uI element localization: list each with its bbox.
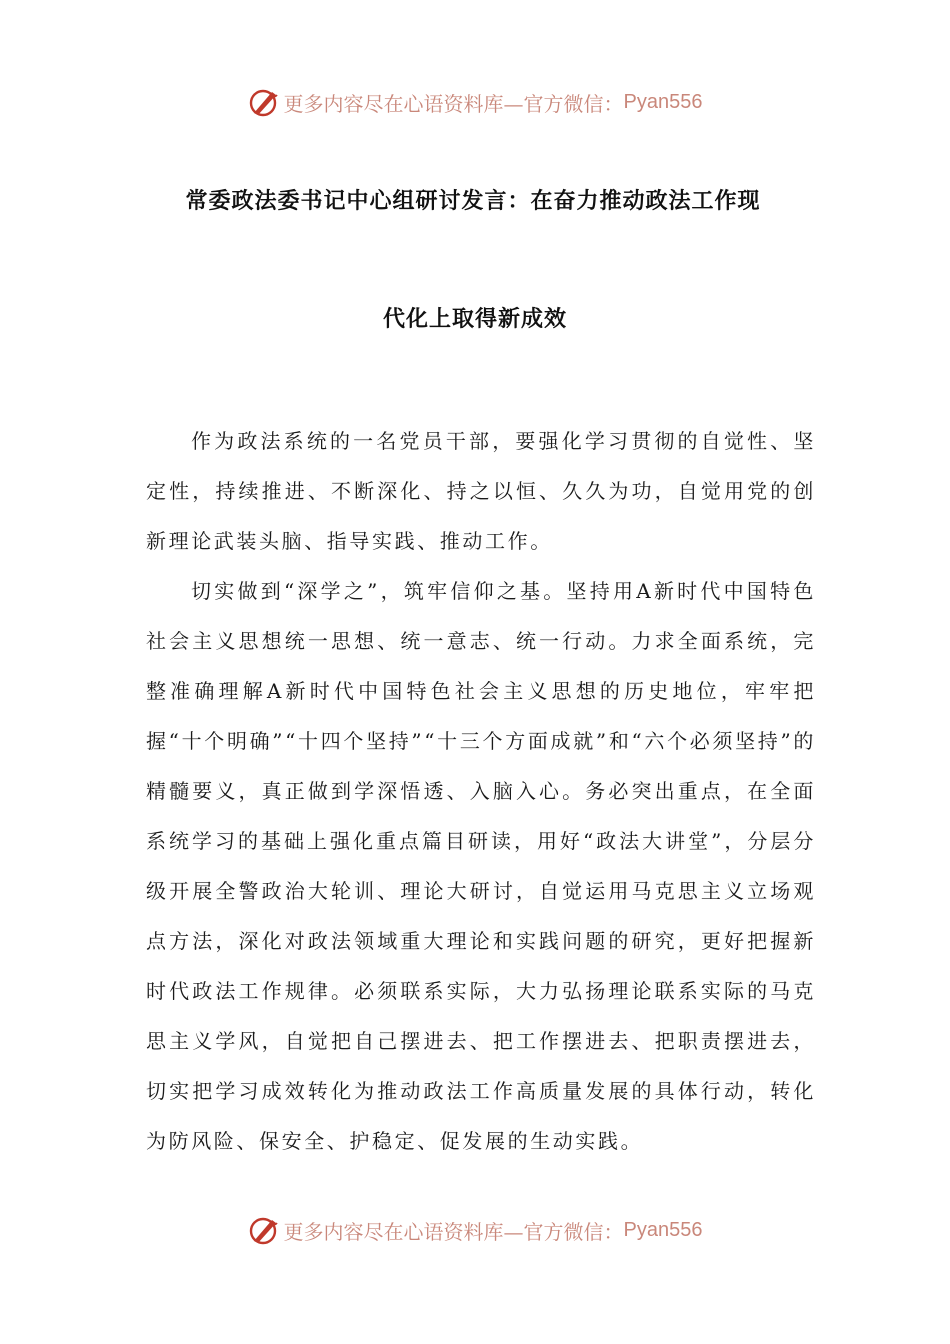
footer-watermark: [0, 1210, 950, 1250]
watermark-handle: Pyan556: [623, 1218, 703, 1241]
pen-logo-icon: [248, 1214, 280, 1246]
watermark-text: 更多内容尽在心语资料库—官方微信：: [283, 91, 624, 116]
document-body: [146, 416, 816, 1166]
document-title-line-2: 代化上取得新成效: [382, 307, 567, 332]
document-title-line-1: 常委政法委书记中心组研讨发言：在奋力推动政法工作现: [185, 189, 761, 214]
watermark-text: 更多内容尽在心语资料库—官方微信：: [283, 1219, 624, 1244]
paragraph-1: 作为政法系统的一名党员干部，要强化学习贯彻的自觉性、坚定性，持续推进、不断深化、持之以恒、久久为功，自觉用党的创新理论武装头脑、指导实践、推动工作。: [146, 429, 816, 553]
header-watermark: [0, 82, 950, 122]
pen-logo-icon: [248, 86, 280, 118]
paragraph-2: 切实做到“深学之”，筑牢信仰之基。坚持用A新时代中国特色社会主义思想统一思想、统一意志、统一行动。力求全面系统，完整准确理解A新时代中国特色社会主义思想的历史地位，牢牢把握“十个明确”“十四个坚持”“十三个方面成就”和“六个必须坚持”的精髓要义，真正做到学深悟透、入脑入心。务必突出重点，在全面系统学习的基础上强化重点篇目研读，用好“政法大讲堂”，分层分级开展全警政治大轮训、理论大研讨，自觉运用马克思主义立场观点方法，深化对政法领域重大理论和实践问题的研究，更好把握新时代政法工作规律。必须联系实际，大力弘扬理论联系实际的马克思主义学风，自觉把自己摆进去、把工作摆进去、把职责摆进去，切实把学习成效转化为推动政法工作高质量发展的具体行动，转化为防风险、保安全、护稳定、促发展的生动实践。: [146, 579, 816, 1153]
watermark-handle: Pyan556: [623, 90, 703, 113]
